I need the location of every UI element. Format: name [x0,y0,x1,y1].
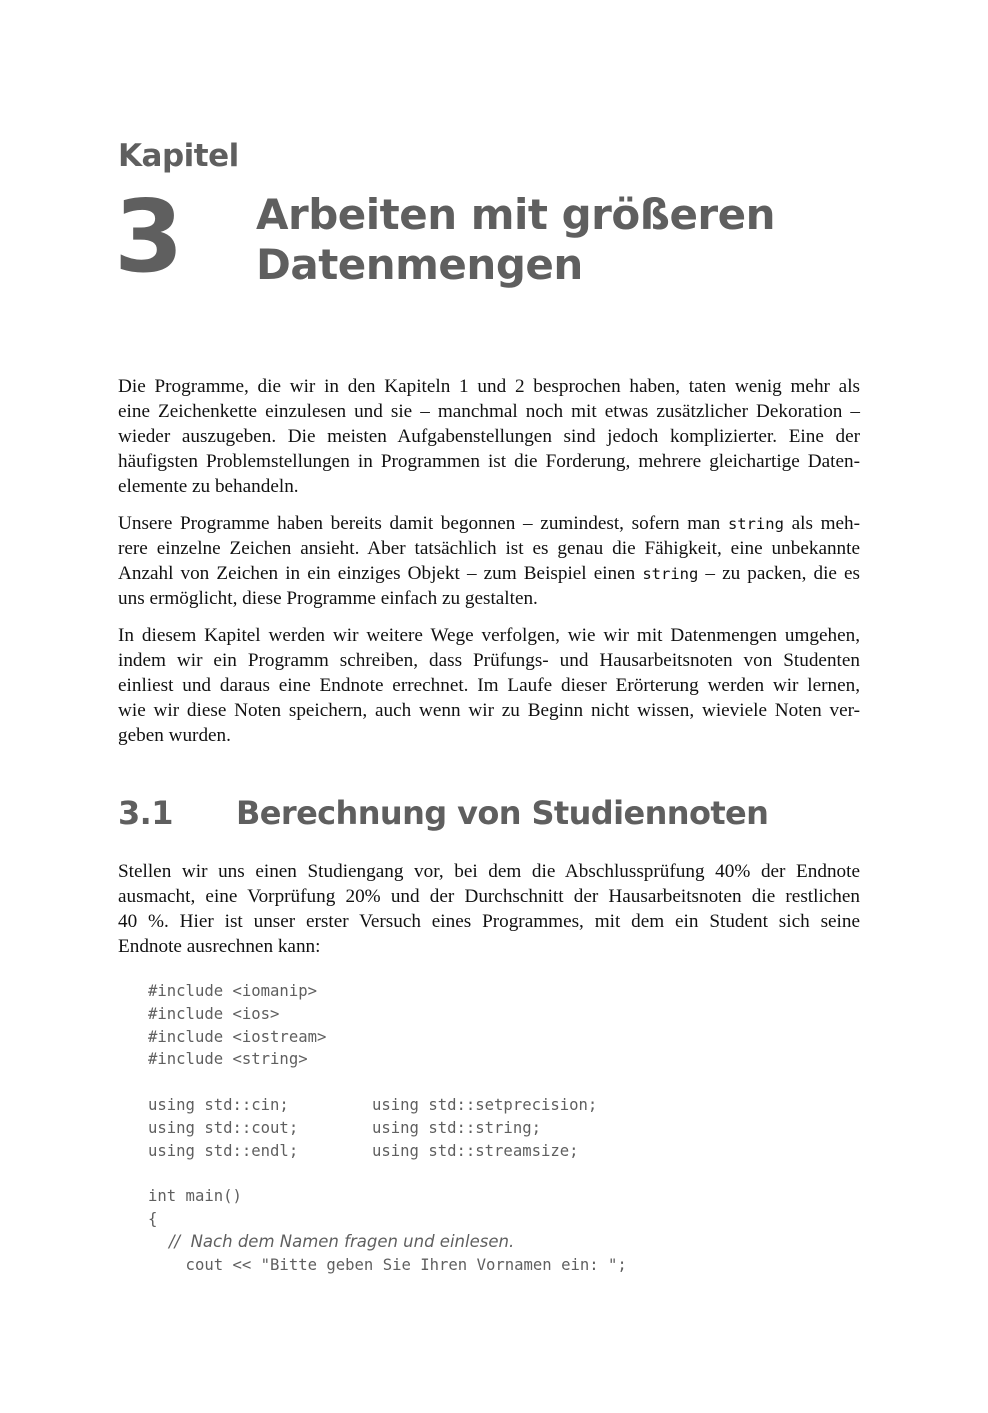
text-run: als meh- [783,513,860,534]
text-line: geben wurden. [118,725,231,746]
text-line: indem wir ein Programm schreiben, dass Prüfungs- und Hausarbeitsnoten von Studenten [118,650,860,671]
text-line: In diesem Kapitel werden wir weitere Wege verfolgen, wie wir mit Datenmengen umgehen, [118,625,860,646]
section-heading [118,792,768,834]
section-title: Berechnung von Studiennoten [236,794,769,832]
code-using-right: using std::streamsize; [372,1141,579,1160]
text-line: elemente zu behandeln. [118,476,299,497]
chapter-title [256,190,896,290]
inline-code: string [642,565,699,583]
code-line: #include <ios> [148,1004,280,1023]
text-line: eine Zeichenkette einzulesen und sie – manchmal noch mit etwas zusätzlicher Dekoration – [118,401,860,422]
code-using-right: using std::setprecision; [372,1095,598,1114]
text-line: rere einzelne Zeichen ansieht. Aber tatsächlich ist es genau die Fähigkeit, eine unbekannte [118,538,860,559]
code-using-left: using std::cout; [148,1118,299,1137]
text-line [118,561,860,586]
text-line: häufigsten Problemstellungen in Programmen ist die Forderung, mehrere gleichartige Daten- [118,451,860,472]
code-line: int main() [148,1187,242,1206]
text-line: einliest und daraus eine Endnote errechnet. Im Laufe dieser Erörterung werden wir lernen, [118,675,860,696]
text-run: Unsere Programme haben bereits damit begonnen – zumindest, sofern man [118,513,728,534]
code-line: #include <iomanip> [148,982,317,1000]
text-line: 40 %. Hier ist unser erster Versuch eines Programmes, mit dem ein Student sich seine [118,911,860,932]
text-line: wieder auszugeben. Die meisten Aufgabenstellungen sind jedoch komplizierter. Eine der [118,426,860,447]
code-line: { [148,1209,158,1228]
chapter-number: 3 [114,178,184,295]
text-line [118,511,860,536]
text-line: Endnote ausrechnen kann: [118,936,321,957]
chapter-title-line: Datenmengen [256,240,583,289]
code-blank-line [148,1162,627,1185]
code-line: #include <iostream> [148,1027,327,1046]
code-line [148,1140,627,1163]
code-line: cout << "Bitte geben Sie Ihren Vornamen ein: "; [148,1255,627,1274]
inline-code: string [727,515,784,533]
code-line: #include <string> [148,1050,308,1069]
section-number: 3.1 [118,794,173,832]
text-run: – zu packen, die es [698,563,860,584]
code-blank-line [148,1071,627,1094]
code-line [148,1094,627,1117]
text-run: Anzahl von Zeichen in ein einziges Objekt – zum Beispiel einen [118,563,643,584]
intro-paragraph-2 [118,511,860,611]
text-line: Stellen wir uns einen Studiengang vor, bei dem die Abschlussprüfung 40% der Endnote [118,861,860,882]
chapter-title-line: Arbeiten mit größeren [256,190,776,239]
code-using-left: using std::cin; [148,1095,289,1114]
intro-paragraph-3 [118,623,860,748]
code-using-right: using std::string; [372,1118,541,1137]
text-line: ausmacht, eine Vorprüfung 20% und der Durchschnitt der Hausarbeitsnoten die restlichen [118,886,860,907]
text-line: wie wir diese Noten speichern, auch wenn wir zu Beginn nicht wissen, wieviele Noten ver- [118,700,860,721]
code-line [148,1117,627,1140]
section-paragraph [118,859,860,959]
chapter-label: Kapitel [118,138,239,174]
intro-paragraph-1 [118,374,860,499]
text-line: Die Programme, die wir in den Kapiteln 1 und 2 besprochen haben, taten wenig mehr als [118,376,860,397]
code-using-left: using std::endl; [148,1141,299,1160]
code-comment: // Nach dem Namen fragen und einlesen. [148,1231,515,1251]
text-line: uns ermöglicht, diese Programme einfach zu gestalten. [118,588,538,609]
code-listing [148,980,627,1276]
